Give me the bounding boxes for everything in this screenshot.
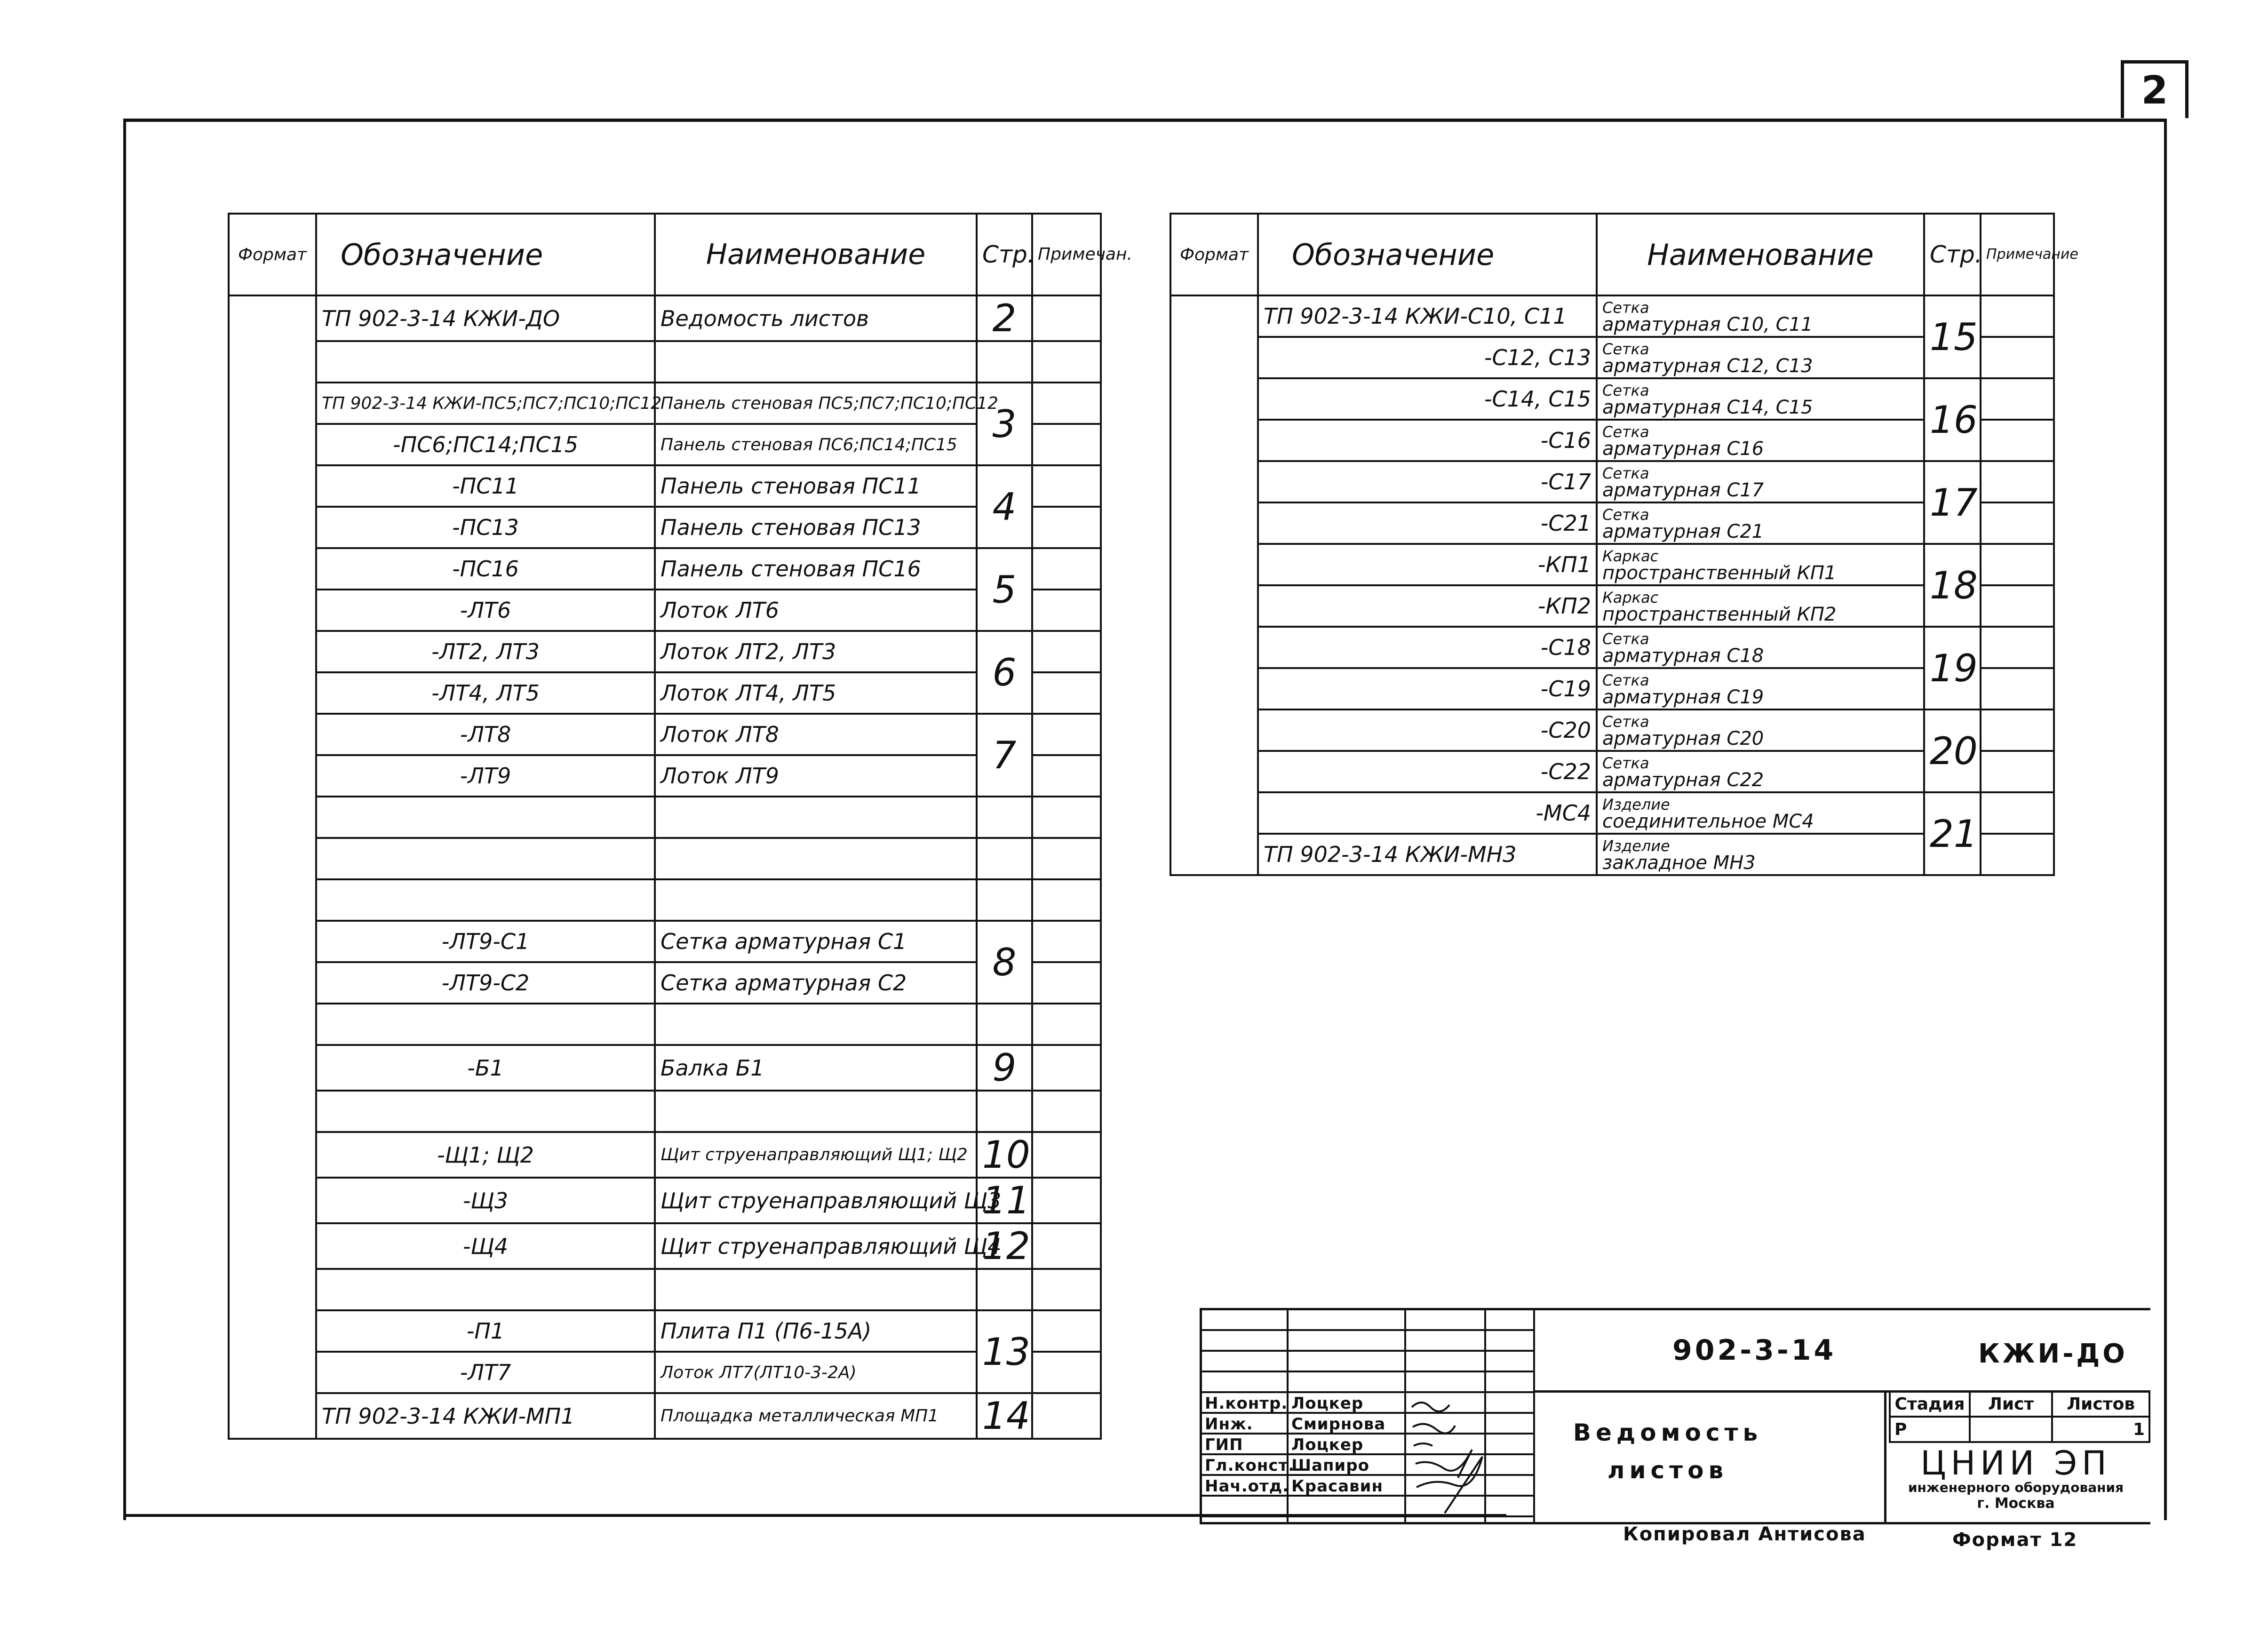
note-cell bbox=[1981, 834, 2054, 875]
table-row bbox=[229, 838, 1101, 879]
table-row bbox=[229, 548, 1101, 590]
note-cell bbox=[1032, 921, 1101, 962]
note-cell bbox=[1032, 962, 1101, 1004]
note-cell bbox=[1032, 838, 1101, 879]
name-cell: Шапиро bbox=[1291, 1456, 1369, 1475]
designation-cell: -ПС6;ПС14;ПС15 bbox=[316, 424, 655, 465]
note-cell bbox=[1032, 424, 1101, 465]
table-row bbox=[229, 879, 1101, 921]
table-row bbox=[229, 672, 1101, 714]
table-row bbox=[229, 1132, 1101, 1178]
sheet-list-table-left bbox=[228, 213, 1132, 1440]
designation-cell: -ПС11 bbox=[316, 465, 655, 507]
name-line-1: Изделие bbox=[1602, 837, 1670, 855]
name-line-1: Сетка bbox=[1602, 299, 1649, 317]
name-line-1: Сетка bbox=[1602, 671, 1649, 689]
designation-cell: -ПС13 bbox=[316, 507, 655, 548]
table-row bbox=[229, 424, 1101, 465]
name-cell: Панель стеновая ПС5;ПС7;ПС10;ПС12 bbox=[655, 383, 977, 424]
name-cell bbox=[1597, 709, 1924, 751]
name-cell bbox=[1597, 544, 1924, 585]
page-cell: 8 bbox=[977, 921, 1032, 1004]
name-line-2: арматурная С22 bbox=[1602, 769, 1764, 791]
name-cell: Щит струенаправляющий Щ1; Щ2 bbox=[655, 1132, 977, 1178]
note-cell bbox=[1032, 590, 1101, 631]
col-page: Стр. bbox=[1924, 214, 1981, 295]
role-cell: Н.контр. bbox=[1205, 1394, 1288, 1413]
page-cell: 17 bbox=[1924, 461, 1981, 544]
name-line-1: Сетка bbox=[1602, 506, 1649, 524]
page-cell bbox=[977, 838, 1032, 879]
table-row bbox=[1170, 585, 2054, 627]
col-designation: Обозначение bbox=[316, 214, 655, 295]
name-cell: Лоток ЛТ9 bbox=[655, 755, 977, 797]
designation-cell bbox=[316, 1091, 655, 1132]
org-city: г. Москва bbox=[1977, 1495, 2055, 1512]
col-designation: Обозначение bbox=[1258, 214, 1597, 295]
name-cell bbox=[655, 879, 977, 921]
name-cell bbox=[1597, 834, 1924, 875]
name-line-2: пространственный КП2 bbox=[1602, 604, 1837, 625]
name-cell bbox=[655, 341, 977, 383]
table-row bbox=[1170, 834, 2054, 875]
col-format: Формат bbox=[229, 214, 316, 295]
table-row bbox=[229, 631, 1101, 672]
table-row bbox=[229, 341, 1101, 383]
designation-cell: -П1 bbox=[316, 1310, 655, 1352]
name-cell: Панель стеновая ПС11 bbox=[655, 465, 977, 507]
copied-by: Копировал Антисова bbox=[1623, 1523, 1866, 1545]
page-cell bbox=[977, 1091, 1032, 1132]
note-cell bbox=[1981, 792, 2054, 834]
staff-grid bbox=[1202, 1310, 1533, 1522]
sheet-value: 1 bbox=[2052, 1417, 2149, 1442]
note-cell bbox=[1032, 465, 1101, 507]
page-cell: 19 bbox=[1924, 627, 1981, 709]
note-cell bbox=[1981, 585, 2054, 627]
designation-cell bbox=[316, 1004, 655, 1045]
designation-cell: -ЛТ4, ЛТ5 bbox=[316, 672, 655, 714]
table-row bbox=[1170, 502, 2054, 544]
name-line-2: арматурная С19 bbox=[1602, 686, 1764, 708]
note-cell bbox=[1032, 295, 1101, 341]
table-row bbox=[229, 1178, 1101, 1223]
col-note: Примечан. bbox=[1032, 214, 1101, 295]
sheet-title: Ведомость листов bbox=[1573, 1419, 1763, 1484]
name-cell: Лоцкер bbox=[1291, 1435, 1364, 1454]
format-label: Формат 12 bbox=[1952, 1529, 2078, 1551]
name-cell bbox=[1597, 627, 1924, 668]
table-row bbox=[1170, 751, 2054, 792]
name-line-2: арматурная С12, С13 bbox=[1602, 355, 1813, 377]
name-cell: Балка Б1 bbox=[655, 1045, 977, 1091]
table-row bbox=[1170, 461, 2054, 502]
page-cell bbox=[977, 1004, 1032, 1045]
table-row bbox=[1170, 420, 2054, 461]
name-cell bbox=[1597, 668, 1924, 709]
page-cell: 2 bbox=[977, 295, 1032, 341]
note-cell bbox=[1032, 1393, 1101, 1439]
stage-label: Стадия bbox=[1890, 1391, 1970, 1417]
designation-cell: -С14, С15 bbox=[1258, 378, 1597, 420]
name-cell: Лоцкер bbox=[1291, 1394, 1364, 1413]
page-cell: 13 bbox=[977, 1310, 1032, 1393]
org-sub: инженерного оборудования bbox=[1908, 1480, 2124, 1495]
note-cell bbox=[1032, 1223, 1101, 1269]
name-cell: Панель стеновая ПС16 bbox=[655, 548, 977, 590]
role-cell: Инж. bbox=[1205, 1415, 1253, 1434]
page-cell: 12 bbox=[977, 1223, 1032, 1269]
table-row bbox=[229, 1310, 1101, 1352]
name-cell: Панель стеновая ПС13 bbox=[655, 507, 977, 548]
org-name: ЦНИИ ЭП bbox=[1920, 1444, 2111, 1483]
name-cell: Смирнова bbox=[1291, 1415, 1386, 1434]
designation-cell: -ЛТ2, ЛТ3 bbox=[316, 631, 655, 672]
page-cell: 10 bbox=[977, 1132, 1032, 1178]
name-cell: Ведомость листов bbox=[655, 295, 977, 341]
table-row bbox=[1170, 668, 2054, 709]
sheet-number: 2 bbox=[2121, 60, 2188, 118]
name-line-2: арматурная С10, С11 bbox=[1602, 314, 1813, 335]
sheets-label: Листов bbox=[2052, 1391, 2149, 1417]
col-name: Наименование bbox=[1597, 214, 1924, 295]
page-cell: 14 bbox=[977, 1393, 1032, 1439]
note-cell bbox=[1032, 714, 1101, 755]
name-line-1: Сетка bbox=[1602, 423, 1649, 441]
name-line-1: Сетка bbox=[1602, 630, 1649, 648]
table-row bbox=[229, 1004, 1101, 1045]
designation-cell: -МС4 bbox=[1258, 792, 1597, 834]
designation-cell: -ЛТ6 bbox=[316, 590, 655, 631]
designation-cell: -С22 bbox=[1258, 751, 1597, 792]
name-cell: Щит струенаправляющий Щ3 bbox=[655, 1178, 977, 1223]
name-line-1: Сетка bbox=[1602, 382, 1649, 399]
page-cell: 20 bbox=[1924, 709, 1981, 792]
name-line-1: Сетка bbox=[1602, 754, 1649, 772]
page-cell bbox=[977, 797, 1032, 838]
note-cell bbox=[1032, 879, 1101, 921]
name-cell: Лоток ЛТ7(ЛТ10-3-2А) bbox=[655, 1352, 977, 1393]
table-row bbox=[1170, 295, 2054, 337]
name-cell bbox=[1597, 792, 1924, 834]
designation-cell bbox=[316, 341, 655, 383]
role-cell: Нач.отд. bbox=[1205, 1477, 1289, 1496]
designation-cell: -Щ4 bbox=[316, 1223, 655, 1269]
name-line-1: Каркас bbox=[1602, 589, 1659, 606]
name-line-1: Сетка bbox=[1602, 340, 1649, 358]
designation-cell: -С18 bbox=[1258, 627, 1597, 668]
name-cell: Площадка металлическая МП1 bbox=[655, 1393, 977, 1439]
page-cell: 15 bbox=[1924, 295, 1981, 378]
name-line-2: закладное МН3 bbox=[1602, 852, 1756, 874]
designation-cell bbox=[316, 879, 655, 921]
name-line-2: пространственный КП1 bbox=[1602, 562, 1837, 584]
designation-cell: ТП 902-3-14 КЖИ-ПС5;ПС7;ПС10;ПС12 bbox=[316, 383, 655, 424]
name-cell bbox=[1597, 585, 1924, 627]
name-line-1: Сетка bbox=[1602, 713, 1649, 731]
note-cell bbox=[1032, 755, 1101, 797]
name-cell bbox=[1597, 295, 1924, 337]
note-cell bbox=[1032, 341, 1101, 383]
note-cell bbox=[1032, 1269, 1101, 1310]
designation-cell: -КП1 bbox=[1258, 544, 1597, 585]
table-row bbox=[229, 1045, 1101, 1091]
page-cell: 7 bbox=[977, 714, 1032, 797]
note-cell bbox=[1032, 1310, 1101, 1352]
note-cell bbox=[1981, 378, 2054, 420]
designation-cell: -КП2 bbox=[1258, 585, 1597, 627]
doc-number: 902-3-14 bbox=[1672, 1334, 1837, 1367]
designation-cell: -С12, С13 bbox=[1258, 337, 1597, 378]
note-cell bbox=[1032, 797, 1101, 838]
page-cell: 11 bbox=[977, 1178, 1032, 1223]
table-row bbox=[229, 714, 1101, 755]
note-cell bbox=[1032, 1004, 1101, 1045]
page-cell bbox=[977, 1269, 1032, 1310]
name-cell bbox=[655, 1091, 977, 1132]
table-row bbox=[229, 383, 1101, 424]
page-cell: 21 bbox=[1924, 792, 1981, 875]
name-cell bbox=[1597, 337, 1924, 378]
name-cell bbox=[1597, 502, 1924, 544]
table-row bbox=[1170, 627, 2054, 668]
table-row bbox=[229, 465, 1101, 507]
name-cell bbox=[655, 1269, 977, 1310]
table-row bbox=[229, 507, 1101, 548]
name-line-1: Изделие bbox=[1602, 796, 1670, 813]
table-row bbox=[1170, 792, 2054, 834]
designation-cell: ТП 902-3-14 КЖИ-ДО bbox=[316, 295, 655, 341]
name-cell: Красавин bbox=[1291, 1477, 1383, 1496]
table-row bbox=[229, 1393, 1101, 1439]
format-cell bbox=[1170, 295, 1258, 875]
designation-cell bbox=[316, 797, 655, 838]
table-row bbox=[229, 1091, 1101, 1132]
note-cell bbox=[1981, 544, 2054, 585]
table-row bbox=[1170, 709, 2054, 751]
designation-cell: -ЛТ9 bbox=[316, 755, 655, 797]
designation-cell: ТП 902-3-14 КЖИ-МП1 bbox=[316, 1393, 655, 1439]
name-line-2: арматурная С17 bbox=[1602, 479, 1764, 501]
note-cell bbox=[1032, 383, 1101, 424]
note-cell bbox=[1981, 709, 2054, 751]
page-cell bbox=[977, 879, 1032, 921]
name-cell: Лоток ЛТ4, ЛТ5 bbox=[655, 672, 977, 714]
designation-cell: -ЛТ9-С1 bbox=[316, 921, 655, 962]
name-cell: Сетка арматурная С2 bbox=[655, 962, 977, 1004]
table-row bbox=[1170, 544, 2054, 585]
table-row bbox=[1170, 378, 2054, 420]
name-cell: Лоток ЛТ6 bbox=[655, 590, 977, 631]
name-cell bbox=[1597, 461, 1924, 502]
table-row bbox=[229, 962, 1101, 1004]
role-cell: ГИП bbox=[1205, 1435, 1243, 1454]
title-block bbox=[1200, 1308, 2150, 1524]
table-row bbox=[229, 1269, 1101, 1310]
name-cell bbox=[655, 797, 977, 838]
col-page: Стр. bbox=[977, 214, 1032, 295]
note-cell bbox=[1981, 295, 2054, 337]
name-line-2: арматурная С21 bbox=[1602, 521, 1764, 542]
signatures bbox=[1407, 1393, 1558, 1534]
sheet-label: Лист bbox=[1970, 1391, 2052, 1417]
note-cell bbox=[1981, 502, 2054, 544]
designation-cell bbox=[316, 1269, 655, 1310]
designation-cell: -ПС16 bbox=[316, 548, 655, 590]
designation-cell: -Б1 bbox=[316, 1045, 655, 1091]
page-cell: 4 bbox=[977, 465, 1032, 548]
sheet-list-table-right bbox=[1170, 213, 2078, 876]
note-cell bbox=[1032, 1352, 1101, 1393]
table-row bbox=[229, 921, 1101, 962]
designation-cell: -Щ1; Щ2 bbox=[316, 1132, 655, 1178]
name-cell: Лоток ЛТ8 bbox=[655, 714, 977, 755]
designation-cell: -Щ3 bbox=[316, 1178, 655, 1223]
note-cell bbox=[1032, 672, 1101, 714]
name-line-2: соединительное МС4 bbox=[1602, 811, 1814, 832]
name-cell bbox=[655, 838, 977, 879]
table-row bbox=[229, 295, 1101, 341]
table-row bbox=[229, 797, 1101, 838]
format-cell bbox=[229, 295, 316, 1439]
name-cell bbox=[1597, 420, 1924, 461]
name-line-2: арматурная С14, С15 bbox=[1602, 397, 1813, 418]
note-cell bbox=[1032, 1178, 1101, 1223]
name-line-2: арматурная С18 bbox=[1602, 645, 1764, 667]
name-cell: Плита П1 (П6-15А) bbox=[655, 1310, 977, 1352]
designation-cell: -С17 bbox=[1258, 461, 1597, 502]
designation-cell: -С19 bbox=[1258, 668, 1597, 709]
organization bbox=[1889, 1444, 2143, 1512]
designation-cell: ТП 902-3-14 КЖИ-С10, С11 bbox=[1258, 295, 1597, 337]
role-cell: Гл.конст. bbox=[1205, 1456, 1295, 1475]
table-row bbox=[1170, 337, 2054, 378]
table-row bbox=[229, 755, 1101, 797]
note-cell bbox=[1032, 1132, 1101, 1178]
note-cell bbox=[1981, 420, 2054, 461]
name-cell: Панель стеновая ПС6;ПС14;ПС15 bbox=[655, 424, 977, 465]
designation-cell: -ЛТ8 bbox=[316, 714, 655, 755]
note-cell bbox=[1981, 337, 2054, 378]
name-cell bbox=[1597, 751, 1924, 792]
note-cell bbox=[1032, 548, 1101, 590]
page-cell: 16 bbox=[1924, 378, 1981, 461]
stage-table bbox=[1889, 1390, 2150, 1443]
doc-mark: КЖИ-ДО bbox=[1978, 1339, 2128, 1369]
stage-value: Р bbox=[1890, 1417, 1970, 1442]
col-format: Формат bbox=[1170, 214, 1258, 295]
name-cell bbox=[1597, 378, 1924, 420]
page-cell: 6 bbox=[977, 631, 1032, 714]
col-note: Примечание bbox=[1981, 214, 2054, 295]
page-cell: 9 bbox=[977, 1045, 1032, 1091]
name-line-2: арматурная С20 bbox=[1602, 728, 1764, 749]
note-cell bbox=[1981, 627, 2054, 668]
designation-cell: -С21 bbox=[1258, 502, 1597, 544]
name-cell: Лоток ЛТ2, ЛТ3 bbox=[655, 631, 977, 672]
name-cell bbox=[655, 1004, 977, 1045]
table-row bbox=[229, 1223, 1101, 1269]
note-cell bbox=[1981, 751, 2054, 792]
note-cell bbox=[1981, 668, 2054, 709]
table-row bbox=[229, 590, 1101, 631]
designation-cell: -С20 bbox=[1258, 709, 1597, 751]
designation-cell: -ЛТ9-С2 bbox=[316, 962, 655, 1004]
note-cell bbox=[1032, 631, 1101, 672]
page-cell: 5 bbox=[977, 548, 1032, 631]
page-cell: 18 bbox=[1924, 544, 1981, 627]
name-cell: Сетка арматурная С1 bbox=[655, 921, 977, 962]
note-cell bbox=[1032, 507, 1101, 548]
page-cell bbox=[977, 341, 1032, 383]
designation-cell: -ЛТ7 bbox=[316, 1352, 655, 1393]
name-cell: Щит струенаправляющий Щ4 bbox=[655, 1223, 977, 1269]
col-name: Наименование bbox=[655, 214, 977, 295]
name-line-2: арматурная С16 bbox=[1602, 438, 1764, 460]
name-line-1: Каркас bbox=[1602, 547, 1659, 565]
designation-cell: ТП 902-3-14 КЖИ-МН3 bbox=[1258, 834, 1597, 875]
note-cell bbox=[1981, 461, 2054, 502]
designation-cell: -С16 bbox=[1258, 420, 1597, 461]
table-row bbox=[229, 1352, 1101, 1393]
note-cell bbox=[1032, 1091, 1101, 1132]
note-cell bbox=[1032, 1045, 1101, 1091]
page-cell: 3 bbox=[977, 383, 1032, 465]
designation-cell bbox=[316, 838, 655, 879]
name-line-1: Сетка bbox=[1602, 464, 1649, 482]
